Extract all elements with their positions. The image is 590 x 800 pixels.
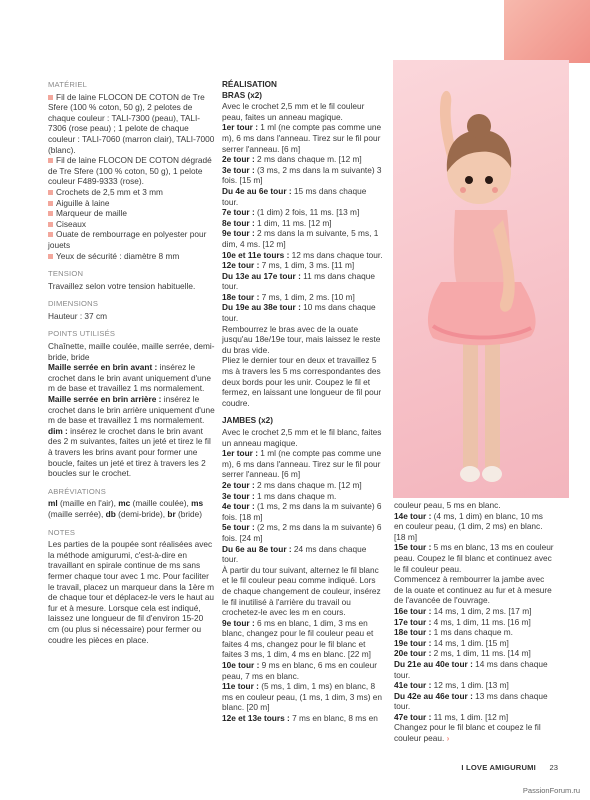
pattern-row: 12e tour : 7 ms, 1 dim, 3 ms. [11 m] [222, 260, 355, 271]
bullet-icon [48, 190, 53, 195]
color-change-note: Changez pour le fil blanc et coupez le fil couleur peau. › [394, 722, 541, 744]
tension-heading: TENSION [48, 269, 84, 279]
pattern-row: 1er tour : 1 ml (ne compte pas comme une m), 6 ms dans l'anneau. Tirez sur le fil pour serrer l'anneau. [6 m] [222, 448, 382, 480]
materiel-item: Ouate de rembourrage en polyester pour jouets [48, 229, 207, 250]
corner-accent [504, 0, 590, 63]
materiel-item: Fil de laine FLOCON DE COTON dégradé de Tre Sfere (100 % coton, 50 g), 1 pelote couleur F489-9333 (rose). [48, 155, 212, 187]
materiel-heading: MATÉRIEL [48, 80, 88, 89]
pattern-row: 20e tour : 2 ms, 1 dim, 11 ms. [14 m] [394, 648, 531, 659]
points-text: Chaînette, maille coulée, maille serrée, demi-bride, bride [48, 341, 215, 362]
stitch-definition: dim : insérez le crochet dans le brin avant des 2 m suivantes, faites un jeté et tirez le fil à travers les brins avant pour former une boucle, faites un jeté et tirez à travers les 2 boucles sur le crochet. [48, 425, 211, 479]
stitch-definition: Maille serrée en brin avant : insérez le crochet dans le brin avant uniquement d'une m de base et travaillez 1 ms normalement. [48, 362, 212, 394]
bullet-icon [48, 201, 53, 206]
materiel-item: Aiguille à laine [48, 198, 216, 209]
pattern-row: 15e tour : 5 ms en blanc, 13 ms en couleur peau. Coupez le fil blanc et continuez avec le fil couleur peau. [394, 542, 554, 574]
bras-title: BRAS (x2) [222, 90, 263, 100]
pattern-row: 10e et 11e tours : 12 ms dans chaque tour. [222, 249, 383, 260]
pattern-row: Du 4e au 6e tour : 15 ms dans chaque tour. [222, 185, 367, 207]
jambes-intro: Avec le crochet 2,5 mm et le fil blanc, faites un anneau magique. [222, 427, 382, 448]
pattern-row: 18e tour : 1 ms dans chaque m. [394, 627, 513, 638]
pattern-row: 3e tour : (3 ms, 2 ms dans la m suivante) 3 fois. [15 m] [222, 164, 382, 186]
points-heading: POINTS UTILISÉS [48, 329, 116, 339]
pattern-row: 9e tour : 6 ms en blanc, 1 dim, 3 ms en blanc, changez pour le fil couleur peau et faites 4 ms, changez pour le fil blanc et faites 3 ms, 1 dim, 4 ms en blanc. [22 m] [222, 617, 374, 660]
page-footer [0, 761, 590, 775]
pattern-row: Du 19e au 38e tour : 10 ms dans chaque tour. [222, 302, 376, 324]
pattern-row: 18e tour : 7 ms, 1 dim, 2 ms. [10 m] [222, 291, 355, 302]
materiel-item: Marqueur de maille [48, 208, 216, 219]
stuffing-note: Commencez à rembourrer la jambe avec de la ouate et continuez au fur et à mesure de l'avancée de l'ouvrage. [394, 574, 552, 606]
pattern-row: 17e tour : 4 ms, 1 dim, 11 ms. [16 m] [394, 616, 531, 627]
pattern-row: 11e tour : (5 ms, 1 dim, 1 ms) en blanc, 8 ms en couleur peau, (1 ms, 1 dim, 3 ms) en blanc. [20 m] [222, 681, 383, 713]
notes-heading: NOTES [48, 527, 76, 537]
pattern-row: 7e tour : (1 dim) 2 fois, 11 ms. [13 m] [222, 207, 360, 218]
ballerina-doll-illustration [393, 60, 569, 498]
column-materials [48, 80, 216, 645]
dimensions-heading: DIMENSIONS [48, 299, 99, 309]
pattern-row: 19e tour : 14 ms, 1 dim. [15 m] [394, 637, 509, 648]
dimensions-text: Hauteur : 37 cm [48, 310, 108, 321]
bullet-icon [48, 254, 53, 259]
stitch-definition: Maille serrée en brin arrière : insérez le crochet dans le brin arrière uniquement d'une m de base et travaillez 1 ms normalement. [48, 394, 215, 426]
pattern-row: 5e tour : (2 ms, 2 ms dans la m suivante) 6 fois. [24 m] [222, 522, 382, 543]
bras-finish: Pliez le dernier tour en deux et travaillez 5 ms à travers les 5 ms correspondantes des deux bords pour les unir. Coupez le fil et fermez, en laissant une longueur de fil pour coudre. [222, 355, 382, 408]
pattern-row: 8e tour : 1 dim, 11 ms. [12 m] [222, 217, 332, 228]
pattern-row: 4e tour : (1 ms, 2 ms dans la m suivante) 6 fois. [18 m] [222, 501, 382, 522]
bullet-icon [48, 222, 53, 227]
pattern-row: 10e tour : 9 ms en blanc, 6 ms en couleur peau, 7 ms en blanc. [222, 660, 377, 681]
tension-text: Travaillez selon votre tension habituelle. [48, 280, 196, 291]
notes-text: Les parties de la poupée sont réalisées avec la méthode amigurumi, c'est-à-dire en travaillant en spirale continue de ms sans fermer chaque tour avec 1 mc. Pour faciliter le travail, placez un marqueur dans la 1ère m de chaque tour et déplacez-le vers le haut au fur et à mesure. Lorsque cela est indiqué, laissez une longueur de fil d'environ 15-20 cm (ou plus si nécessaire) pour fermer ou coudre les pièces en place. [48, 539, 215, 645]
pattern-row: Du 6e au 8e tour : 24 ms dans chaque tour. [222, 543, 367, 565]
abbreviations-heading: ABRÉVIATIONS [48, 486, 106, 496]
pattern-row: 9e tour : 2 ms dans la m suivante, 5 ms, 1 dim, 4 ms. [12 m] [222, 228, 379, 249]
continue-arrow-icon: › [446, 733, 450, 744]
materiel-item: Ciseaux [48, 219, 216, 230]
bullet-icon [48, 232, 53, 237]
bras-intro: Avec le crochet 2,5 mm et le fil couleur peau, faites un anneau magique. [222, 101, 365, 122]
doll-photo [393, 60, 569, 498]
watermark: PassionForum.ru [522, 786, 580, 795]
continued-text: couleur peau, 5 ms en blanc. [394, 500, 501, 510]
bullet-icon [48, 158, 53, 163]
pattern-row: 41e tour : 12 ms, 1 dim. [13 m] [394, 680, 509, 691]
materiel-item: Fil de laine FLOCON DE COTON de Tre Sfere (100 % coton, 50 g), 2 pelotes de chaque couleur : TALI-7300 (peau), TALI-7306 (rose peau) ; 1 pelote de chaque couleur : TALI-7060 (marron clair), TALI-7000 (blanc). [48, 91, 215, 155]
abbreviations-text: ml (maille en l'air), mc (maille coulée), ms (maille serrée), db (demi-bride), br (bride) [48, 498, 204, 519]
pattern-row: Du 13e au 17e tour : 11 ms dans chaque tour. [222, 270, 375, 292]
magazine-brand: I LOVE AMIGURUMI [461, 763, 536, 772]
column-continued [394, 500, 554, 744]
jambes-note: À partir du tour suivant, alternez le fil blanc et le fil couleur peau comme indiqué. Lors de chaque changement de couleur, insérez le fil inutilisé à l'arrière du travail ou crochetez-le avec les m en cours. [222, 564, 381, 618]
materiel-list [48, 92, 216, 262]
pattern-row: Du 42e au 46e tour : 13 ms dans chaque tour. [394, 690, 548, 712]
pattern-row: 16e tour : 14 ms, 1 dim, 2 ms. [17 m] [394, 605, 532, 616]
pattern-row: Du 21e au 40e tour : 14 ms dans chaque tour. [394, 658, 548, 680]
pattern-row: 2e tour : 2 ms dans chaque m. [12 m] [222, 154, 362, 165]
column-instructions [222, 80, 384, 724]
pattern-row: 14e tour : (4 ms, 1 dim) en blanc, 10 ms en couleur peau, (1 dim, 2 ms) en blanc. [18 m] [394, 510, 543, 542]
pattern-row: 1er tour : 1 ml (ne compte pas comme une m), 6 ms dans l'anneau. Tirez sur le fil pour serrer l'anneau. [6 m] [222, 122, 382, 154]
bullet-icon [48, 95, 53, 100]
pattern-row: 2e tour : 2 ms dans chaque m. [12 m] [222, 479, 362, 490]
jambes-title: JAMBES (x2) [222, 416, 273, 426]
page-number: 23 [549, 763, 558, 772]
pattern-row: 47e tour : 11 ms, 1 dim. [12 m] [394, 711, 509, 722]
materiel-item: Yeux de sécurité : diamètre 8 mm [48, 251, 216, 262]
realisation-title: RÉALISATION [222, 80, 277, 89]
pattern-row: 3e tour : 1 ms dans chaque m. [222, 490, 337, 501]
materiel-item: Crochets de 2,5 mm et 3 mm [48, 187, 216, 198]
pattern-row: 12e et 13e tours : 7 ms en blanc, 8 ms en [222, 713, 378, 724]
bras-finish: Rembourrez le bras avec de la ouate jusqu'au 18e/19e tour, mais laissez le reste du bras vide. [222, 323, 381, 355]
bullet-icon [48, 211, 53, 216]
